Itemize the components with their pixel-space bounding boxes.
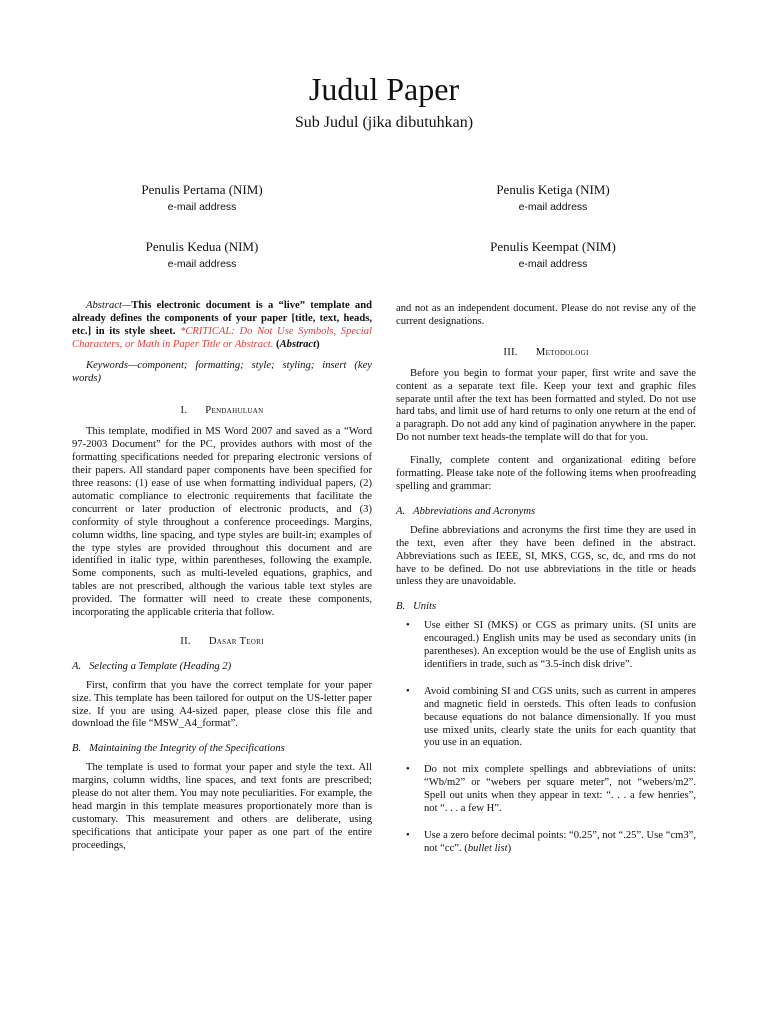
author-block-4 (423, 238, 683, 271)
right-column (396, 303, 696, 870)
section-title: Dasar Teori (208, 635, 264, 647)
list-item: • Do not mix complete spellings and abbreviations of units: “Wb/m2” or “webers per square meter”, not “webers/m2”. Spell out units when they appear in text: “. . . a few henries”, not “. . . a few H”. (406, 764, 696, 815)
intro-paragraph: This template, modified in MS Word 2007 and saved as a “Word 97-2003 Document” for the PC, provides authors with most of the formatting specifications needed for preparing electronic versions of their papers. All standard paper components have been specified for three reasons: (1) ease of use when formatting individual papers, (2) automatic compliance to electronic requirements that facilitate the concurrent or later production of electronic products, and (3) conformity of style throughout a conference proceedings. Margins, column widths, line spacing, and type styles are built-in; examples of the type styles are provided throughout this document and are identified in italic type, within parentheses, following the example. Some components, such as multi-leveled equations, graphics, and tables are not prescribed, although the various table text styles are provided. The formatter will need to create these components, incorporating the applicable criteria that follow. (72, 426, 372, 619)
bullet-icon: • (406, 620, 410, 632)
integrity-paragraph: The template is used to format your paper and style the text. All margins, column widths, line spaces, and text fonts are prescribed; please do not alter them. You may note peculiarities. For example, the head margin in this template measures proportionately more than is customary. This measurement and others are deliberate, using specifications that anticipate your paper as one part of the entire proceedings, (72, 762, 372, 851)
author-name: Penulis Keempat (NIM) (490, 239, 616, 254)
subsection-heading: B. Maintaining the Integrity of the Specifications (72, 743, 285, 755)
paper-subtitle: Sub Judul (jika dibutuhkan) (294, 114, 474, 131)
section-heading-1 (72, 405, 372, 418)
list-item: • Use either SI (MKS) or CGS as primary units. (SI units are encouraged.) English units may be used as secondary units (in parentheses). An exception would be the use of English units as identifiers in trade, such as “3.5-inch disk drive”. (406, 620, 696, 670)
integrity-continued: and not as an independent document. Please do not revise any of the current designations. (396, 303, 696, 327)
author-name: Penulis Kedua (NIM) (145, 239, 259, 254)
abstract-critical-note: *CRITICAL: Do Not Use Symbols, Special Characters, or Math in Paper Title or Abstract. (72, 325, 372, 350)
bullet-icon: • (406, 764, 410, 776)
author-email: e-mail address (167, 258, 237, 270)
subsection-heading: A. Abbreviations and Acronyms (396, 505, 536, 517)
abstract-body: This electronic document is a “live” template and already defines the components of your paper [title, text, heads, etc.] in its style sheet. (72, 300, 372, 337)
template-paragraph: First, confirm that you have the correct template for your paper size. This template has been tailored for output on the US-letter paper size. If you are using A4-sized paper, please close this file and download the file “MSW_A4_format”. (72, 679, 372, 730)
abstract-open: ( (273, 338, 280, 350)
subsection-heading: B. Units (396, 601, 437, 613)
left-column (72, 300, 372, 853)
bullet-icon: • (406, 830, 410, 841)
section-number: III. (503, 346, 518, 358)
author-name: Penulis Ketiga (NIM) (496, 182, 610, 197)
section-number: I. (180, 405, 188, 417)
abstract-close: ) (316, 338, 320, 350)
abstract (72, 300, 372, 352)
list-item: • Use a zero before decimal points: “0.25”, not “.25”. Use “cm3”, not “cc”. (bullet list) (406, 830, 696, 854)
section-title: Pendahuluan (205, 405, 264, 417)
abstract-tag: Abstract (279, 338, 317, 350)
subsection-heading: A. Selecting a Template (Heading 2) (72, 660, 232, 672)
section-heading-2 (72, 636, 372, 649)
paper-title: Judul Paper (308, 71, 460, 107)
units-bullet-list (396, 620, 696, 856)
method-paragraph-1: Before you begin to format your paper, first write and save the content as a separate text file. Keep your text and graphic files separate until after the text has been formatted and styled. Do not use hard tabs, and limit use of hard returns to only one return at the end of a paragraph. Do not add any kind of pagination anywhere in the paper. Do not number text heads-the template will do that for you. (396, 367, 696, 444)
abstract-lead: Abstract— (86, 300, 132, 311)
method-paragraph-2: Finally, complete content and organizational editing before formatting. Please take note of the following items when proofreading spelling and grammar: (396, 455, 696, 492)
section-number: II. (180, 635, 191, 647)
bullet-list-tag: bullet list (467, 842, 508, 854)
author-email: e-mail address (518, 201, 588, 213)
author-email: e-mail address (518, 258, 588, 270)
author-block-2 (72, 238, 332, 271)
section-heading-3 (396, 347, 696, 360)
author-name: Penulis Pertama (NIM) (141, 182, 263, 197)
section-title: Metodologi (535, 346, 589, 358)
author-block-3 (423, 181, 683, 214)
abbrev-paragraph: Define abbreviations and acronyms the first time they are used in the text, even after they have been defined in the abstract. Abbreviations such as IEEE, SI, MKS, CGS, sc, dc, and rms do not have to be defined. Do not use abbreviations in the title or heads unless they are unavoidable. (396, 524, 696, 588)
author-block-1 (72, 181, 332, 214)
author-email: e-mail address (167, 201, 237, 213)
list-item: • Avoid combining SI and CGS units, such as current in amperes and magnetic field in oersteds. This often leads to confusion because equations do not balance dimensionally. If you must use mixed units, clearly state the units for each quantity that you use in an equation. (406, 685, 696, 749)
keywords: Keywords—component; formatting; style; styling; insert (key words) (72, 359, 372, 384)
bullet-icon: • (406, 685, 410, 697)
